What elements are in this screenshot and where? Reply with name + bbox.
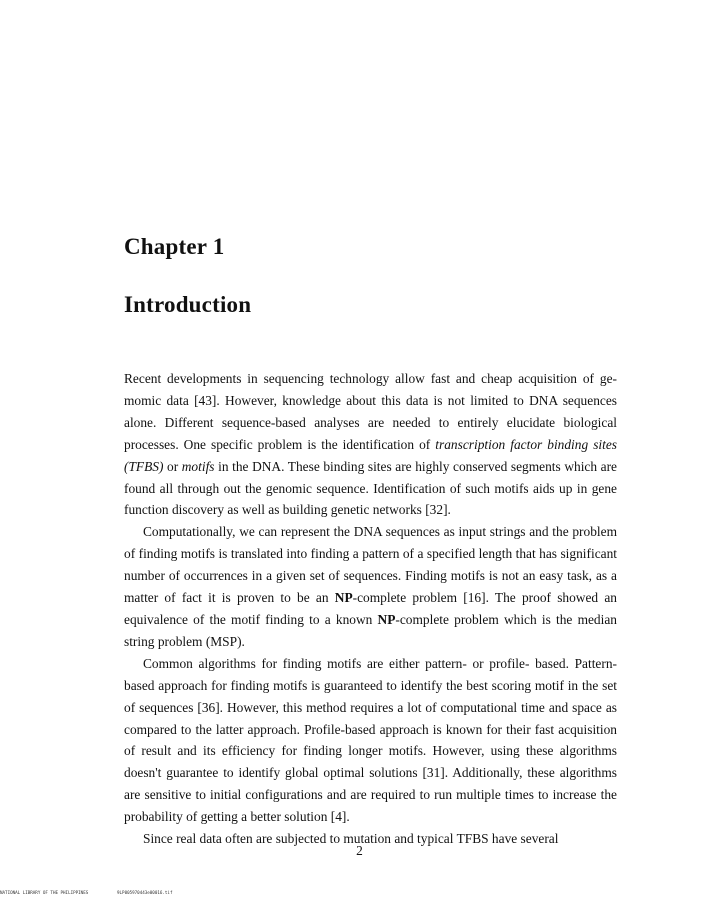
term-np-1: NP [334,590,353,606]
term-motifs: motifs [181,458,215,474]
paragraph-1-text-b: or [163,458,182,474]
footer-library-stamp: NATIONAL LIBRARY OF THE PHILIPPINES [0,890,89,895]
page-number: 2 [356,843,363,858]
paragraph-2 [124,521,617,652]
footer-scan-code: 9LP005970443e00016.tif [117,890,173,895]
paragraph-3: Common algorithms for finding motifs are either pattern- or profile- based. Pattern-based approach for finding motifs is guaranteed to identify the best scoring motif in the set of sequences [36]. However, this method requires a lot of computational time and space as compared to the latter approach. Profile-based approach is known for their fast acquisition of result and its efficiency for finding longer motifs. However, using these algorithms doesn't guarantee to identify global optimal solutions [31]. Additionally, these algorithms are sensitive to initial configurations and are required to run multiple times to increase the probability of getting a better solution [4]. [124,655,617,825]
chapter-label: Chapter 1 [124,234,225,259]
paragraph-2-text-b: -complete problem [16]. The proof showed an equivalence of the motif finding to a known [124,590,617,627]
paragraph-1-text-c: in the DNA. These binding sites are highly conserved segments which are found all through out the genomic sequence. Identification of such motifs aids up in gene function discovery as well as building genetic networks [32]. [124,458,617,518]
chapter-title: Introduction [124,292,252,317]
body-text [124,368,617,850]
paragraph-1-text-a: Recent developments in sequencing technology allow fast and cheap acquisition of gemomic data [43]. However, knowledge about this data is not limited to DNA sequences alone. Different sequence-based analyses are needed to entirely elucidate biological processes. One specific problem is the identification of [124,371,617,452]
term-tfbs: transcription factor binding sites (TFBS) [124,436,618,474]
paragraph-1 [124,368,617,521]
paragraph-2-text-a: Computationally, we can represent the DNA sequences as input strings and the problem of finding motifs is translated into finding a pattern of a specified length that has significant number of occurrences in a given set of sequences. Finding motifs is not an easy task, as a matter of fact it is proven to be an [124,524,617,606]
term-np-2: NP [377,611,396,627]
paragraph-4: Since real data often are subjected to mutation and typical TFBS have several [143,831,559,847]
paragraph-2-text-c: -complete problem which is the median string problem (MSP). [124,611,617,649]
